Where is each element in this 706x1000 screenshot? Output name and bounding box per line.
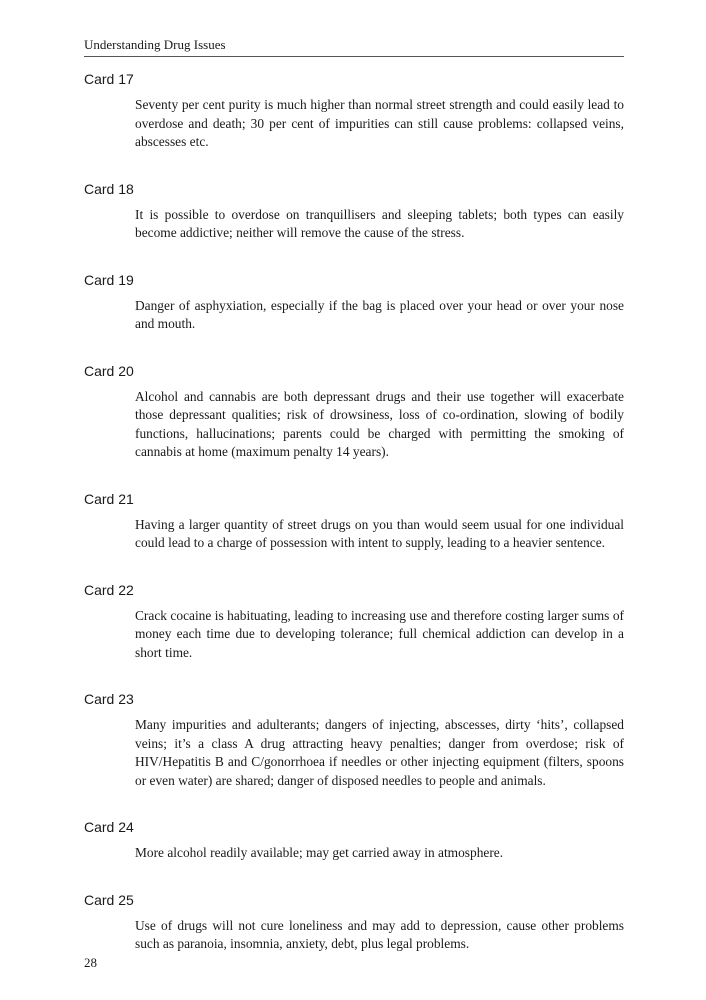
card-text: Danger of asphyxiation, especially if the bag is placed over your head or over your nose and mouth. xyxy=(135,297,624,331)
card-title: Card 25 xyxy=(84,891,134,908)
card-title: Card 18 xyxy=(84,180,134,197)
card-text: Seventy per cent purity is much higher than normal street strength and could easily lead to overdose and death; 30 per cent of impurities can still cause problems: collapsed veins, abscesses etc. xyxy=(135,97,624,149)
page-number: 28 xyxy=(84,955,97,970)
card-title: Card 20 xyxy=(84,362,134,379)
card-text: Alcohol and cannabis are both depressant drugs and their use together will exacerbate those depressant qualities; risk of drowsiness, loss of co-ordination, slowing of bodily functions, hallucinations; parents could be charged with permitting the smoking of cannabis at home (maximum penalty 14 years). xyxy=(135,388,624,459)
card-22 xyxy=(84,581,624,663)
card-20 xyxy=(84,362,624,462)
card-19 xyxy=(84,271,624,334)
card-title: Card 17 xyxy=(84,71,134,87)
card-title: Card 19 xyxy=(84,271,134,288)
card-25 xyxy=(84,891,624,954)
card-text: Having a larger quantity of street drugs on you than would seem usual for one individual could lead to a charge of possession with intent to supply, leading to a heavier sentence. xyxy=(135,516,624,550)
card-24 xyxy=(84,818,624,863)
running-head: Understanding Drug Issues xyxy=(84,37,624,57)
card-text: More alcohol readily available; may get carried away in atmosphere. xyxy=(135,845,504,860)
card-text: Use of drugs will not cure loneliness and may add to depression, cause other problems such as paranoia, insomnia, anxiety, debt, plus legal problems. xyxy=(135,917,624,951)
card-text: Many impurities and adulterants; dangers of injecting, abscesses, dirty ‘hits’, collapsed veins; it’s a class A drug attracting heavy penalties; danger from overdose; risk of HIV/Hepatitis B and C/gonorrhoea if needles or other injecting equipment (filters, spoons or even water) are shared; danger of disposed needles to people and animals. xyxy=(135,717,624,788)
card-23 xyxy=(84,690,624,790)
card-title: Card 22 xyxy=(84,581,134,598)
card-17 xyxy=(84,70,624,152)
card-title: Card 24 xyxy=(84,819,134,835)
card-21 xyxy=(84,490,624,553)
card-title: Card 23 xyxy=(84,691,134,707)
card-list xyxy=(84,70,624,982)
card-18 xyxy=(84,180,624,243)
card-text: Crack cocaine is habituating, leading to increasing use and therefore costing larger sums of money each time due to developing tolerance; full chemical addiction can develop in a short time. xyxy=(135,607,624,660)
card-text: It is possible to overdose on tranquillisers and sleeping tablets; both types can easily become addictive; neither will remove the cause of the stress. xyxy=(135,206,624,240)
card-title: Card 21 xyxy=(84,490,134,507)
